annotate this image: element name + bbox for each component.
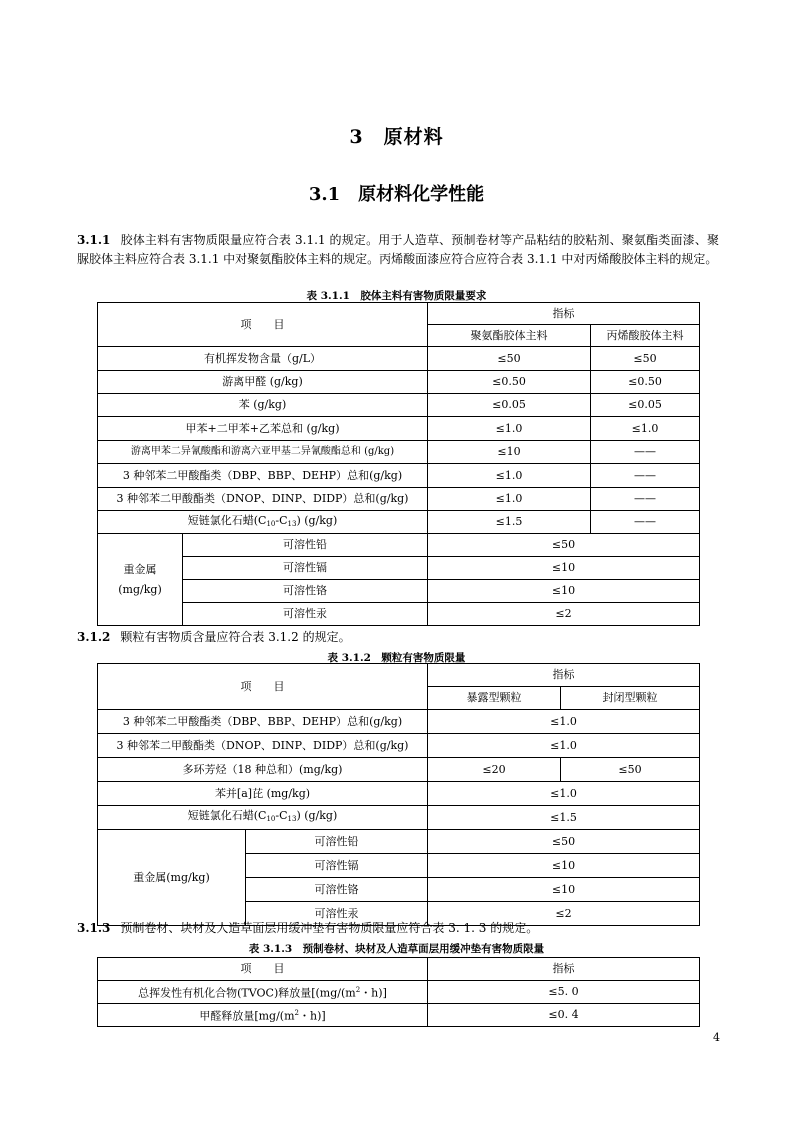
row-value: —— [591,441,700,464]
clause-number: 3.1.3 [77,921,111,935]
row-item: 短链氯化石蜡$(C_{10}-C_{13})$ (g/kg) [98,511,428,534]
clause-text: 颗粒有害物质含量应符合表 3.1.2 的规定。 [120,630,351,644]
row-value: ≤1.0 [428,417,591,441]
row-value: —— [591,488,700,511]
row-item: 可溶性汞 [246,902,428,926]
section-title: 3.1 原材料化学性能 [308,184,485,205]
page-number: 4 [713,1031,720,1044]
row-value: ≤50 [561,758,700,782]
row-value: ≤5. 0 [428,981,700,1004]
row-value: ≤2 [428,902,700,926]
table-row [98,830,700,854]
row-value: ≤1.0 [428,782,700,806]
header-item: 项 目 [98,958,428,981]
row-value: ≤50 [428,347,591,371]
header-col-2: 封闭型颗粒 [561,687,700,710]
row-value: ≤50 [428,534,700,557]
table-row [98,603,700,626]
row-item: 3 种邻苯二甲酸酯类（DBP、BBP、DEHP）总和(g/kg) [98,710,428,734]
header-index: 指标 [428,664,700,687]
table-3-1-1 [97,302,700,626]
table-row [98,1004,700,1027]
row-item: 苯并[a]芘 (mg/kg) [98,782,428,806]
table-row [98,557,700,580]
row-value: ≤2 [428,603,700,626]
table-caption: 表 3.1.3 预制卷材、块材及人造草面层用缓冲垫有害物质限量 [248,943,545,955]
table-row [98,511,700,534]
chapter-title: 3 原材料 [349,126,444,148]
paragraph-3-1-3 [77,919,719,938]
heavy-metal-label: 重金属 (mg/kg) [98,534,183,626]
header-item: 项 目 [98,664,428,710]
row-item: 多环芳烃（18 种总和）(mg/kg) [98,758,428,782]
row-value: ≤10 [428,557,700,580]
table-row [98,464,700,488]
heavy-metal-label: 重金属(mg/kg) [98,830,246,926]
header-index: 指标 [428,303,700,325]
row-value: ≤50 [591,347,700,371]
row-item: 可溶性铬 [183,580,428,603]
row-item: 短链氯化石蜡$(C_{10}-C_{13})$ (g/kg) [98,806,428,830]
row-value: ≤1.0 [428,710,700,734]
table-row [98,758,700,782]
row-item: 游离甲醛 (g/kg) [98,371,428,394]
table-caption: 表 3.1.2 颗粒有害物质限量 [327,652,466,664]
paragraph-3-1-1 [77,231,719,269]
row-value: ≤1.0 [428,734,700,758]
row-value: ≤10 [428,580,700,603]
row-value: ≤10 [428,878,700,902]
table-row [98,371,700,394]
table-row [98,417,700,441]
table-row [98,488,700,511]
row-value: ≤20 [428,758,561,782]
table-row [98,782,700,806]
clause-number: 3.1.2 [77,630,111,644]
row-value: ≤1.5 [428,511,591,534]
row-value: ≤50 [428,830,700,854]
row-value: ≤10 [428,854,700,878]
table-caption: 表 3.1.1 胶体主料有害物质限量要求 [306,290,487,302]
table-row [98,806,700,830]
row-item: 3 种邻苯二甲酸酯类（DNOP、DINP、DIDP）总和(g/kg) [98,734,428,758]
row-item: 3 种邻苯二甲酸酯类（DBP、BBP、DEHP）总和(g/kg) [98,464,428,488]
row-value: —— [591,511,700,534]
row-value: ≤1.0 [591,417,700,441]
header-item: 项 目 [98,303,428,347]
row-item: 甲醛释放量[$mg/(m^2$・h)] [98,1004,428,1027]
row-value: ≤0.50 [591,371,700,394]
table-row [98,710,700,734]
table-row [98,441,700,464]
row-value: ≤1.0 [428,488,591,511]
header-index: 指标 [428,958,700,981]
row-item: 苯 (g/kg) [98,394,428,417]
row-item: 可溶性铅 [183,534,428,557]
row-item: 可溶性镉 [246,854,428,878]
row-value: ≤1.5 [428,806,700,830]
table-3-1-3 [97,957,700,1027]
row-item: 可溶性铅 [246,830,428,854]
row-value: —— [591,464,700,488]
row-value: ≤0.05 [591,394,700,417]
header-col-2: 丙烯酸胶体主料 [591,325,700,347]
row-value: ≤0. 4 [428,1004,700,1027]
clause-text: 预制卷材、块材及人造草面层用缓冲垫有害物质限量应符合表 3. 1. 3 的规定。 [120,921,539,935]
table-row [98,347,700,371]
row-item: 可溶性铬 [246,878,428,902]
clause-number: 3.1.1 [77,233,111,247]
row-item: 游离甲苯二异氰酸酯和游离六亚甲基二异氰酸酯总和 (g/kg) [98,441,428,464]
table-3-1-2 [97,663,700,926]
row-item: 3 种邻苯二甲酸酯类（DNOP、DINP、DIDP）总和(g/kg) [98,488,428,511]
row-value: ≤10 [428,441,591,464]
header-col-1: 聚氨酯胶体主料 [428,325,591,347]
header-col-1: 暴露型颗粒 [428,687,561,710]
table-row [98,394,700,417]
row-value: ≤1.0 [428,464,591,488]
row-item: 有机挥发物含量（g/L） [98,347,428,371]
row-item: 甲苯+二甲苯+乙苯总和 (g/kg) [98,417,428,441]
table-row [98,580,700,603]
row-value: ≤0.50 [428,371,591,394]
table-row [98,734,700,758]
table-row [98,981,700,1004]
row-item: 可溶性镉 [183,557,428,580]
paragraph-3-1-2 [77,628,719,647]
row-item: 总挥发性有机化合物(TVOC)释放量[($mg/(m^2$・h)] [98,981,428,1004]
table-row [98,534,700,557]
row-value: ≤0.05 [428,394,591,417]
row-item: 可溶性汞 [183,603,428,626]
clause-text: 胶体主料有害物质限量应符合表 3.1.1 的规定。用于人造草、预制卷材等产品粘结的胶粘剂、聚氨酯类面漆、聚脲胶体主料应符合表 3.1.1 中对聚氨酯胶体主料的规定。丙烯酸面漆应符合应符合表 3.1.1 中对丙烯酸胶体主料的规定。 [77,233,719,266]
